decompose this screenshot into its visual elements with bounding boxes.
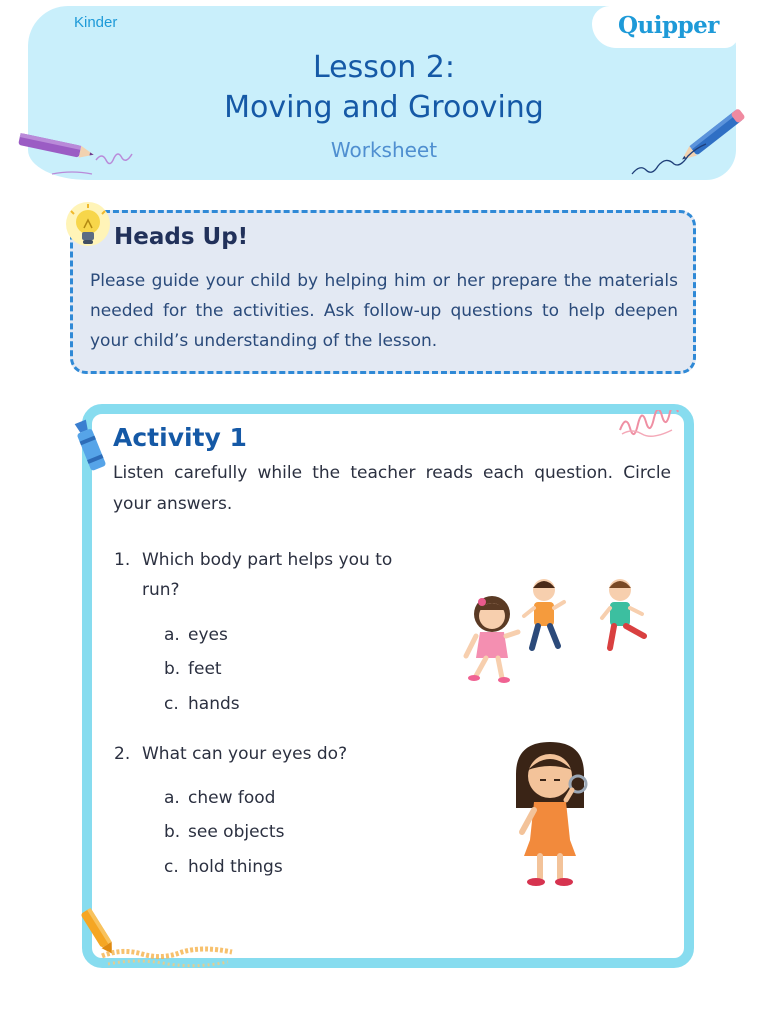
question-2-option-c-letter: c. xyxy=(164,857,179,877)
question-1-option-b[interactable]: feet xyxy=(188,659,222,679)
question-2-text: What can your eyes do? xyxy=(142,744,348,764)
orange-crayon-icon xyxy=(72,898,242,972)
question-2-option-b-letter: b. xyxy=(164,822,181,842)
blue-pencil-icon xyxy=(628,104,758,180)
question-1-option-a-letter: a. xyxy=(164,625,180,645)
activity-instructions: Listen carefully while the teacher reads each question. Circle your answers. xyxy=(113,463,671,514)
question-1-option-c-letter: c. xyxy=(164,694,179,714)
question-1-number: 1. xyxy=(114,550,131,570)
question-1-text: Which body part helps you to run? xyxy=(142,550,393,600)
brand-logo: Quipper xyxy=(618,12,719,39)
running-kids-illustration xyxy=(452,574,658,684)
worksheet-label: Worksheet xyxy=(330,138,438,162)
question-2-option-b[interactable]: see objects xyxy=(188,822,285,842)
lightbulb-icon xyxy=(64,200,112,254)
question-1-option-b-letter: b. xyxy=(164,659,181,679)
question-1-option-a[interactable]: eyes xyxy=(188,625,228,645)
lesson-title: Moving and Grooving xyxy=(224,90,544,125)
question-2-number: 2. xyxy=(114,744,131,764)
lesson-number: Lesson 2: xyxy=(312,50,455,85)
crayon-icon xyxy=(72,418,108,474)
heads-up-title: Heads Up! xyxy=(114,224,249,250)
activity-title: Activity 1 xyxy=(113,423,247,452)
grade-label: Kinder xyxy=(74,14,118,31)
question-2-option-c[interactable]: hold things xyxy=(188,857,283,877)
purple-pencil-icon xyxy=(12,130,142,180)
question-2-option-a[interactable]: chew food xyxy=(188,788,276,808)
question-2-option-a-letter: a. xyxy=(164,788,180,808)
question-1-option-c[interactable]: hands xyxy=(188,694,240,714)
girl-with-magnifier-illustration xyxy=(500,740,600,892)
pink-scribble-icon xyxy=(616,410,682,438)
heads-up-text: Please guide your child by helping him or her prepare the materials needed for the activities. Ask follow-up questions to help deepen your child’s understanding of the lesson. xyxy=(90,271,678,351)
